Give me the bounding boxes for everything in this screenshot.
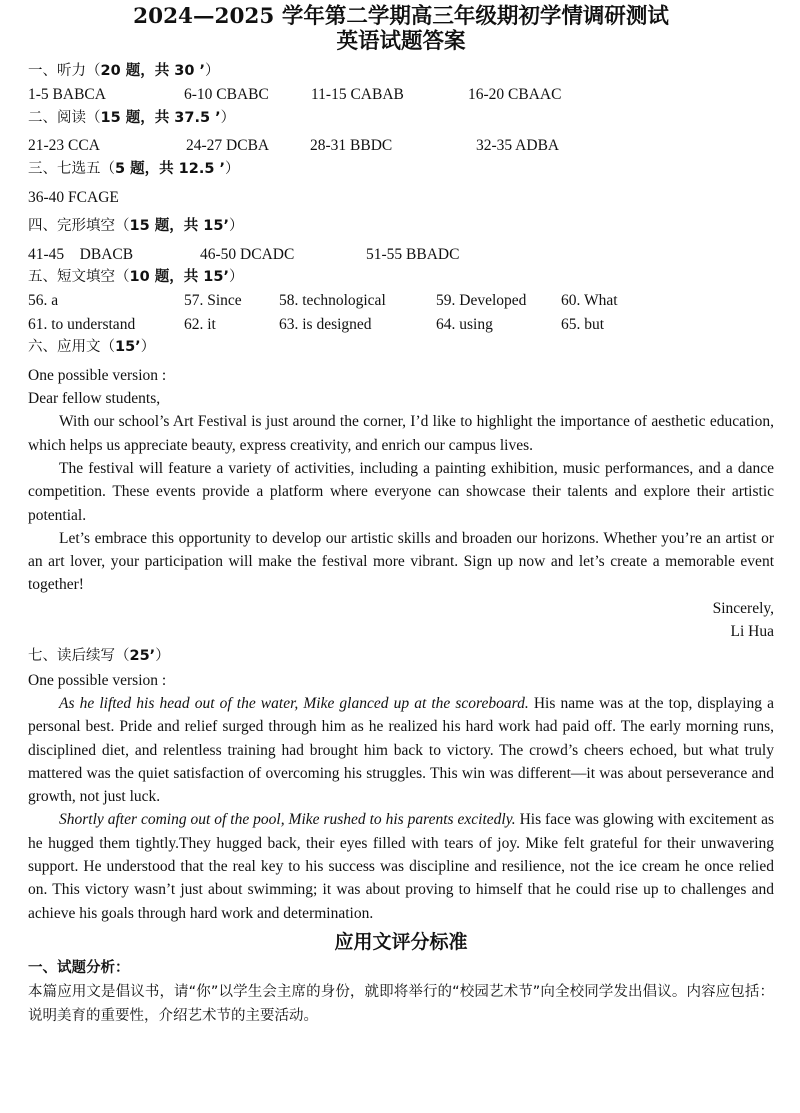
answer-item: 58. technological [279,292,386,310]
answer-item: 60. What [561,292,618,310]
seven-five-heading: 三、七选五（5 题，共 12.5 ’） [28,160,240,177]
practical-writing-heading: 六、应用文（15’） [28,339,156,356]
reading-answers [28,134,774,158]
page-title: 2024—2025 学年第二学期高三年级期初学情调研测试 [133,4,669,29]
given-opening-sentence: As he lifted his head out of the water, Mike glanced up at the scoreboard. [59,694,529,712]
cloze-heading: 四、完形填空（15 题，共 15’） [28,218,244,235]
answer-group: 16-20 CBAAC [468,86,562,104]
scoring-section-heading: 一、试题分析： [28,959,130,976]
scoring-analysis: 本篇应用文是倡议书，请“你”以学生会主席的身份，就即将举行的“校园艺术节”向全校同学发出倡议。内容应包括：说明美育的重要性，介绍艺术节的主要活动。 [28,984,774,1025]
answer-group: 51-55 BBADC [366,245,460,263]
grammar-answers-row [28,289,774,313]
continuation-heading: 七、读后续写（25’） [28,648,170,665]
grammar-heading: 五、短文填空（10 题，共 15’） [28,269,244,286]
salutation: Dear fellow students, [28,390,161,408]
answer-group: 21-23 CCA [28,137,100,155]
answer-item: 65. but [561,315,605,333]
answer-item: 63. is designed [279,315,372,333]
answer-group: 32-35 ADBA [476,137,560,155]
seven-five-answers [28,186,774,210]
signature: Li Hua [730,623,774,641]
continuation-paragraph: As he lifted his head out of the water, Mike glanced up at the scoreboard. His name was at the top, displaying a personal best. Pride and relief surged through him as he realized his hard work had paid off. The early morning runs, disciplined diet, and relentless training had brought him back to victory. The crowd’s cheers echoed, but what truly mattered was the quiet satisfaction of overcoming his struggles. This win was different—it was about perseverance and growth, not just luck. [28,694,774,806]
sample-intro: One possible version : [28,366,167,384]
listening-heading: 一、听力（20 题，共 30 ’） [28,63,220,79]
given-opening-sentence: Shortly after coming out of the pool, Mike rushed to his parents excitedly. [59,811,516,829]
answer-group: 24-27 DCBA [186,137,270,155]
answer-item: 59. Developed [436,292,527,310]
closing: Sincerely, [712,599,774,617]
page-subtitle: 英语试题答案 [336,29,466,54]
answer-group: 28-31 BBDC [310,137,393,155]
essay-paragraph: With our school’s Art Festival is just around the corner, I’d like to highlight the importance of aesthetic education, which helps us appreciate beauty, express creativity, and enrich our campus lives. [28,413,774,454]
grammar-answers-row [28,313,774,337]
answer-group: 6-10 CBABC [184,86,269,104]
essay-paragraph: Let’s embrace this opportunity to develop our artistic skills and broaden our horizons. Whether you’re an artist or an art lover, your participation will make the festival more vibrant. Sign up now and let’s create a memorable event together! [28,529,774,594]
answer-sheet [28,4,774,1028]
continuation-paragraph: Shortly after coming out of the pool, Mike rushed to his parents excitedly. His face was glowing with excitement as he hugged them tightly.They hugged back, their eyes filled with tears of joy. Mike felt grateful for their unwavering support. He understood that the real key to his success was discipline and resilience, not the ice cream he once relied on. This victory wasn’t just about swimming; it was about proving to himself that he could rise up to challenges and achieve his goals through hard work and determination. [28,811,774,922]
answer-group: 46-50 DCADC [200,245,295,263]
answer-item: 56. a [28,292,59,310]
listening-answers [28,83,774,107]
answer-item: 62. it [184,315,216,333]
answer-group: 1-5 BABCA [28,86,106,104]
reading-heading: 二、阅读（15 题，共 37.5 ’） [28,109,236,126]
essay-paragraph: The festival will feature a variety of activities, including a painting exhibition, music performances, and a dance competition. These events provide a platform where everyone can showcase their talents and explore their artistic potential. [28,459,774,524]
cloze-answers [28,243,774,267]
answer-group: 11-15 CABAB [311,86,404,104]
answer-group: 36-40 FCAGE [28,188,119,206]
answer-item: 64. using [436,315,493,333]
answer-group: 41-45 DBACB [28,245,134,263]
sample-intro: One possible version : [28,671,167,689]
answer-item: 61. to understand [28,315,136,333]
answer-item: 57. Since [184,292,242,310]
scoring-title: 应用文评分标准 [334,930,468,953]
